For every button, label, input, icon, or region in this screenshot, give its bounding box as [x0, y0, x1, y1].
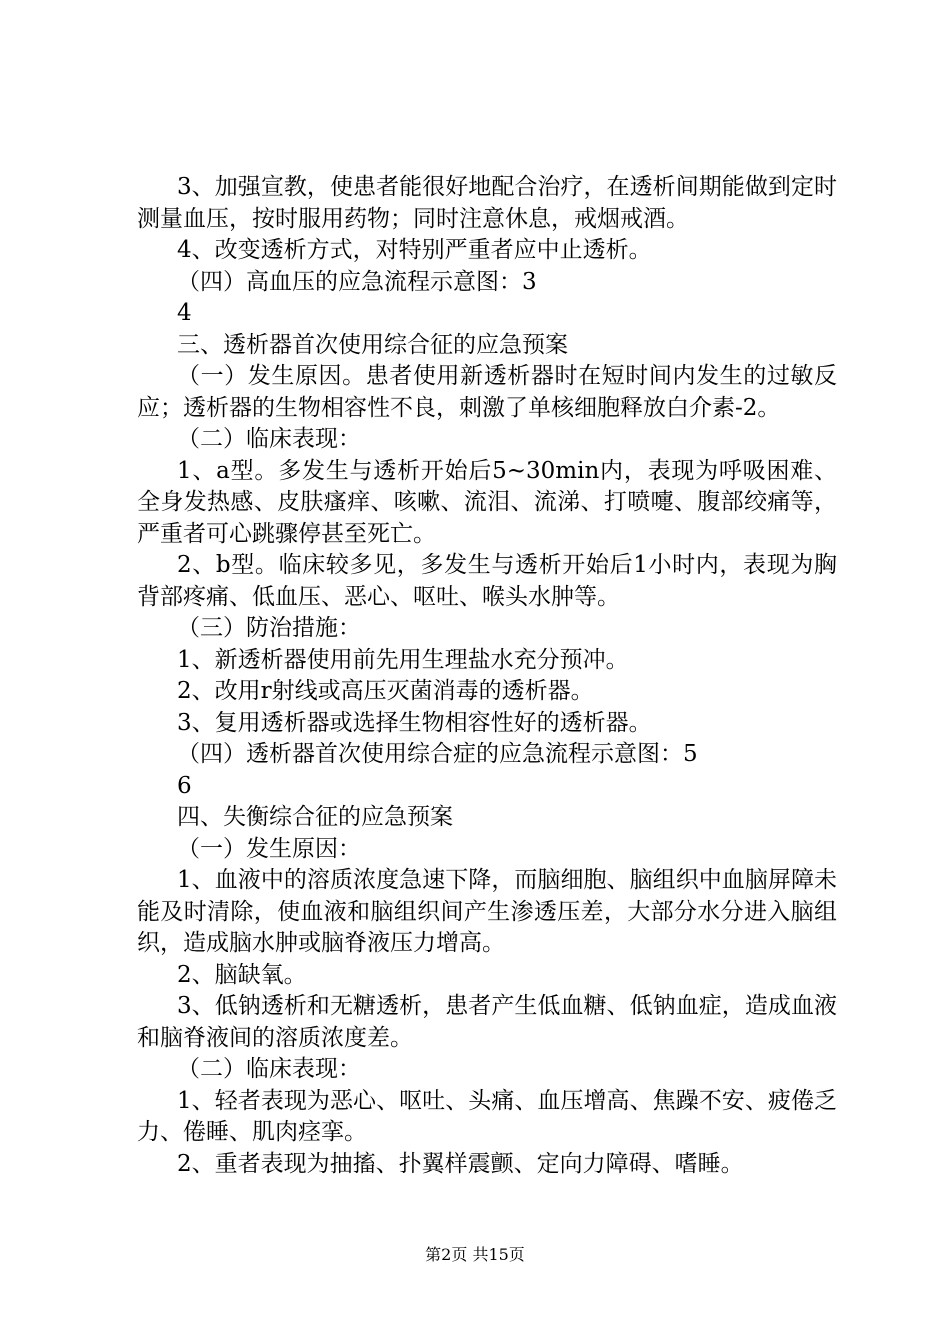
paragraph: （四）高血压的应急流程示意图：3 [177, 268, 537, 295]
paragraph: 1、轻者表现为恶心、呕吐、头痛、血压增高、焦躁不安、疲倦乏力、倦睡、肌肉痉挛。 [137, 1087, 837, 1145]
paragraph: 1、血液中的溶质浓度急速下降，而脑细胞、脑组织中血脑屏障未能及时清除，使血液和脑组织间产生渗透压差，大部分水分进入脑组织，造成脑水肿或脑脊液压力增高。 [137, 867, 837, 956]
paragraph: （四）透析器首次使用综合症的应急流程示意图：5 [177, 741, 698, 767]
paragraph: （二）临床表现： [177, 1056, 361, 1082]
paragraph: 6 [177, 772, 192, 799]
paragraph: 3、加强宣教，使患者能很好地配合治疗，在透析间期能做到定时测量血压，按时服用药物；同时注意休息，戒烟戒酒。 [137, 174, 837, 232]
paragraph: （三）防治措施： [177, 615, 361, 641]
paragraph: 2、b型。临床较多见，多发生与透析开始后1小时内，表现为胸背部疼痛、低血压、恶心、呕吐、喉头水肿等。 [137, 552, 837, 610]
paragraph: （一）发生原因： [177, 835, 361, 862]
section-heading: 四、失衡综合征的应急预案 [177, 804, 453, 830]
page-number-footer: 第2页 共15页 [425, 1245, 525, 1264]
paragraph: 2、脑缺氧。 [177, 961, 307, 988]
section-heading: 三、透析器首次使用综合征的应急预案 [177, 331, 568, 358]
paragraph: （二）临床表现： [177, 426, 361, 452]
paragraph: 2、改用r射线或高压灭菌消毒的透析器。 [177, 678, 594, 704]
paragraph: 3、复用透析器或选择生物相容性好的透析器。 [177, 709, 652, 736]
document-body [137, 172, 837, 1180]
paragraph: 1、新透析器使用前先用生理盐水充分预冲。 [177, 646, 629, 673]
paragraph: （一）发生原因。患者使用新透析器时在短时间内发生的过敏反应；透析器的生物相容性不良，刺激了单核细胞释放白介素-2。 [137, 363, 837, 421]
paragraph: 1、a型。多发生与透析开始后5~30min内，表现为呼吸困难、全身发热感、皮肤瘙痒、咳嗽、流泪、流涕、打喷嚏、腹部绞痛等，严重者可心跳骤停甚至死亡。 [137, 457, 837, 547]
paragraph: 3、低钠透析和无糖透析，患者产生低血糖、低钠血症，造成血液和脑脊液间的溶质浓度差。 [137, 993, 837, 1051]
paragraph: 4 [177, 300, 192, 326]
paragraph: 2、重者表现为抽搐、扑翼样震颤、定向力障碍、嗜睡。 [177, 1150, 744, 1177]
paragraph: 4、改变透析方式，对特别严重者应中止透析。 [177, 237, 652, 263]
